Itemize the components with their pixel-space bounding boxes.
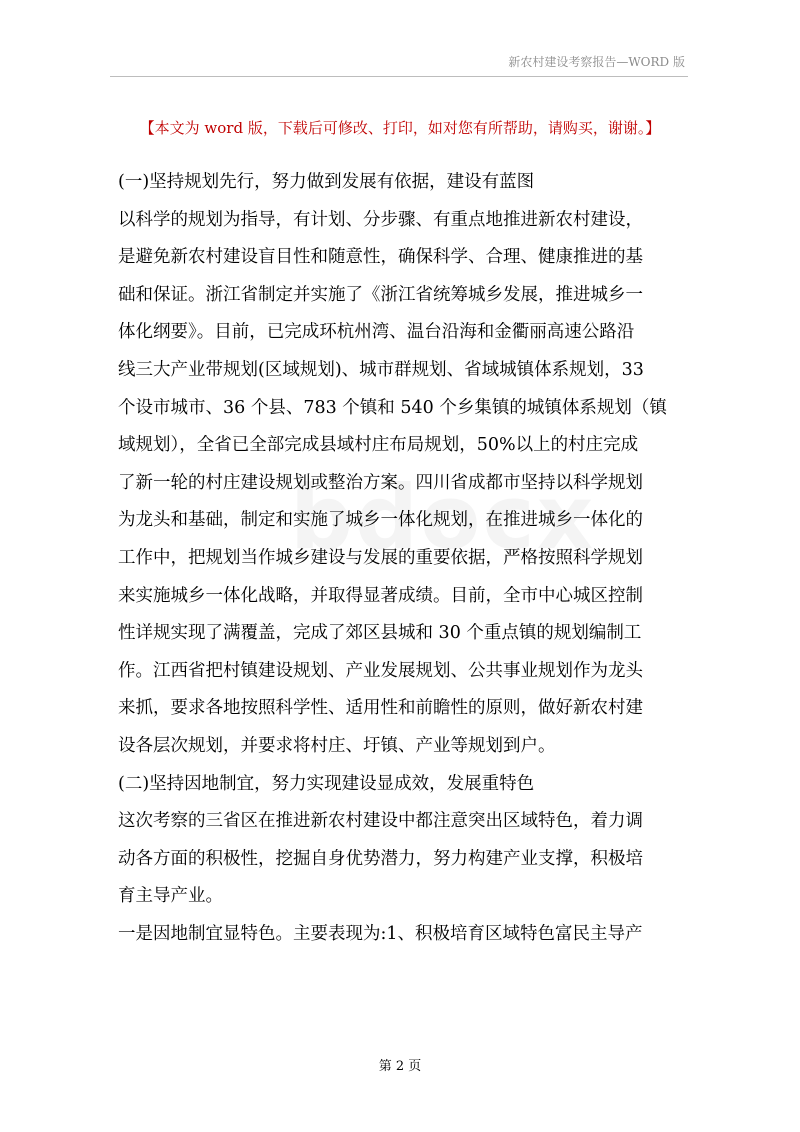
page-number: 第 2 页	[378, 1059, 422, 1074]
text-line: 以科学的规划为指导，有计划、分步骤、有重点地推进新农村建设，	[118, 209, 643, 230]
text-line: 来抓，要求各地按照科学性、适用性和前瞻性的原则，做好新农村建	[118, 698, 643, 719]
text-line: 个设市城市、36 个县、783 个镇和 540 个乡集镇的城镇体系规划（镇	[118, 397, 667, 418]
section-heading: (一)坚持规划先行，努力做到发展有依据，建设有蓝图	[118, 172, 535, 192]
text-line: 一是因地制宜显特色。主要表现为:1、积极培育区域特色富民主导产	[118, 923, 643, 944]
purchase-notice: 【本文为 word 版，下载后可修改、打印，如对您有所帮助，请购买，谢谢。】	[139, 119, 661, 137]
text-line: 动各方面的积极性，挖掘自身优势潜力，努力构建产业支撑，积极培	[118, 848, 643, 869]
text-line: 工作中，把规划当作城乡建设与发展的重要依据，严格按照科学规划	[118, 547, 643, 568]
header-rule	[110, 76, 688, 77]
text-line: 作。江西省把村镇建设规划、产业发展规划、公共事业规划作为龙头	[118, 660, 643, 681]
text-line: 了新一轮的村庄建设规划或整治方案。四川省成都市坚持以科学规划	[118, 472, 643, 493]
text-line: 是避免新农村建设盲目性和随意性，确保科学、合理、健康推进的基	[118, 247, 643, 268]
text-line: 这次考察的三省区在推进新农村建设中都注意突出区域特色，着力调	[118, 811, 643, 832]
text-line: 设各层次规划，并要求将村庄、圩镇、产业等规划到户。	[118, 735, 556, 756]
text-line: 础和保证。浙江省制定并实施了《浙江省统筹城乡发展，推进城乡一	[118, 284, 643, 305]
text-line: 性详规实现了满覆盖，完成了郊区县城和 30 个重点镇的规划编制工	[118, 623, 642, 644]
page-header-title: 新农村建设考察报告—WORD 版	[508, 55, 685, 69]
text-line: 来实施城乡一体化战略，并取得显著成绩。目前，全市中心城区控制	[118, 585, 643, 606]
text-line: 为龙头和基础，制定和实施了城乡一体化规划，在推进城乡一体化的	[118, 510, 643, 531]
text-line: 体化纲要》。目前，已完成环杭州湾、温台沿海和金衢丽高速公路沿	[118, 322, 635, 343]
text-line: 线三大产业带规划(区域规划)、城市群规划、省域城镇体系规划，33	[118, 359, 644, 380]
body-text	[118, 164, 684, 953]
text-line: 育主导产业。	[118, 886, 223, 907]
text-line: 域规划），全省已全部完成县域村庄布局规划，50%以上的村庄完成	[118, 435, 639, 456]
section-heading: (二)坚持因地制宜，努力实现建设显成效，发展重特色	[118, 773, 535, 794]
